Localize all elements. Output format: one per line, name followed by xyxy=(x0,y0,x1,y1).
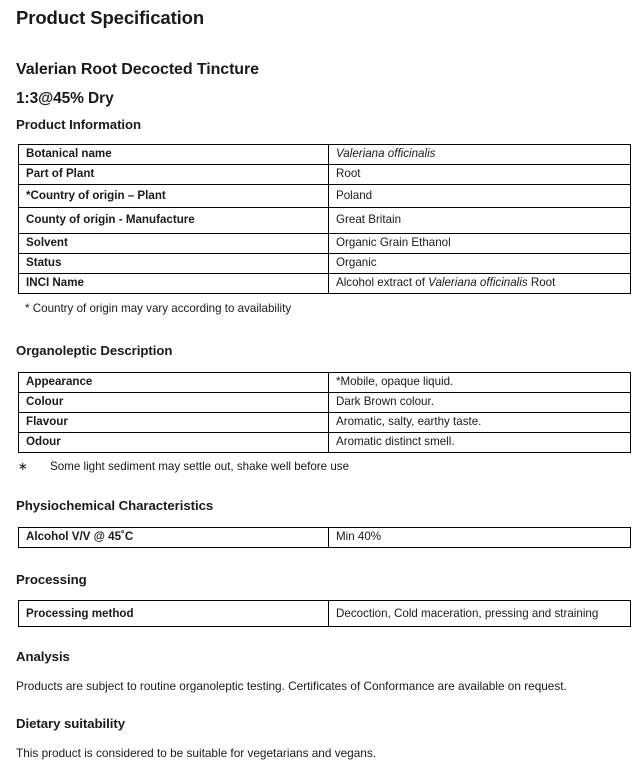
product-information-footnote xyxy=(16,294,630,316)
row-value: Decoction, Cold maceration, pressing and straining xyxy=(329,601,631,627)
table-row xyxy=(19,273,631,293)
row-label: Processing method xyxy=(19,601,329,627)
row-value: Organic xyxy=(329,253,631,273)
physiochemical-table xyxy=(18,527,631,548)
table-row xyxy=(19,372,631,392)
table-row xyxy=(19,527,631,547)
row-label: County of origin - Manufacture xyxy=(19,207,329,233)
footnote-text: Some light sediment may settle out, shake well before use xyxy=(50,459,350,473)
row-label: Flavour xyxy=(19,412,329,432)
row-label: Part of Plant xyxy=(19,164,329,184)
product-strength: 1:3@45% Dry xyxy=(16,89,114,107)
table-row xyxy=(19,164,631,184)
footnote-text: Country of origin may vary according to availability xyxy=(32,301,292,315)
section-heading-dietary-suitability: Dietary suitability xyxy=(16,716,125,732)
processing-table xyxy=(18,600,631,627)
row-value: Organic Grain Ethanol xyxy=(329,233,631,253)
row-value: Aromatic distinct smell. xyxy=(329,432,631,452)
row-label: Appearance xyxy=(19,372,329,392)
row-label: Odour xyxy=(19,432,329,452)
row-value xyxy=(329,273,631,293)
dietary-suitability-text: This product is considered to be suitable for vegetarians and vegans. xyxy=(16,745,377,760)
row-value: Dark Brown colour. xyxy=(329,392,631,412)
inci-suffix: Root xyxy=(527,276,556,290)
section-heading-product-information: Product Information xyxy=(16,117,142,133)
section-heading-physiochemical: Physiochemical Characteristics xyxy=(16,498,214,514)
organoleptic-footnote xyxy=(16,453,630,474)
table-row xyxy=(19,207,631,233)
page-title: Product Specification xyxy=(16,7,205,28)
section-heading-processing: Processing xyxy=(16,571,87,587)
row-label: Solvent xyxy=(19,233,329,253)
inci-prefix: Alcohol extract of xyxy=(336,276,429,290)
row-value: Great Britain xyxy=(329,207,631,233)
table-row xyxy=(19,144,631,164)
footnote-mark: * xyxy=(25,301,30,315)
row-value: Aromatic, salty, earthy taste. xyxy=(329,412,631,432)
row-value: Root xyxy=(329,164,631,184)
product-name: Valerian Root Decocted Tincture xyxy=(16,61,259,79)
organoleptic-table xyxy=(18,372,631,453)
row-value: Min 40% xyxy=(329,527,631,547)
table-row xyxy=(19,601,631,627)
section-heading-organoleptic: Organoleptic Description xyxy=(16,343,173,359)
table-row xyxy=(19,412,631,432)
row-label: Colour xyxy=(19,392,329,412)
section-heading-analysis: Analysis xyxy=(16,649,70,665)
row-label: INCI Name xyxy=(19,273,329,293)
table-row xyxy=(19,233,631,253)
row-value: *Mobile, opaque liquid. xyxy=(329,372,631,392)
table-row xyxy=(19,184,631,207)
row-label: Alcohol V/V @ 45˚C xyxy=(19,527,329,547)
footnote-mark: ∗ xyxy=(18,459,28,473)
row-label: *Country of origin – Plant xyxy=(19,184,329,207)
table-row xyxy=(19,392,631,412)
table-row xyxy=(19,253,631,273)
row-value xyxy=(329,144,631,164)
row-label: Status xyxy=(19,253,329,273)
analysis-text: Products are subject to routine organoleptic testing. Certificates of Conformance are available on request. xyxy=(16,678,567,693)
latin-name: Valeriana officinalis xyxy=(336,147,436,161)
row-value: Poland xyxy=(329,184,631,207)
table-row xyxy=(19,432,631,452)
latin-name: Valeriana officinalis xyxy=(428,276,528,290)
product-information-table xyxy=(18,144,631,294)
row-label: Botanical name xyxy=(19,144,329,164)
